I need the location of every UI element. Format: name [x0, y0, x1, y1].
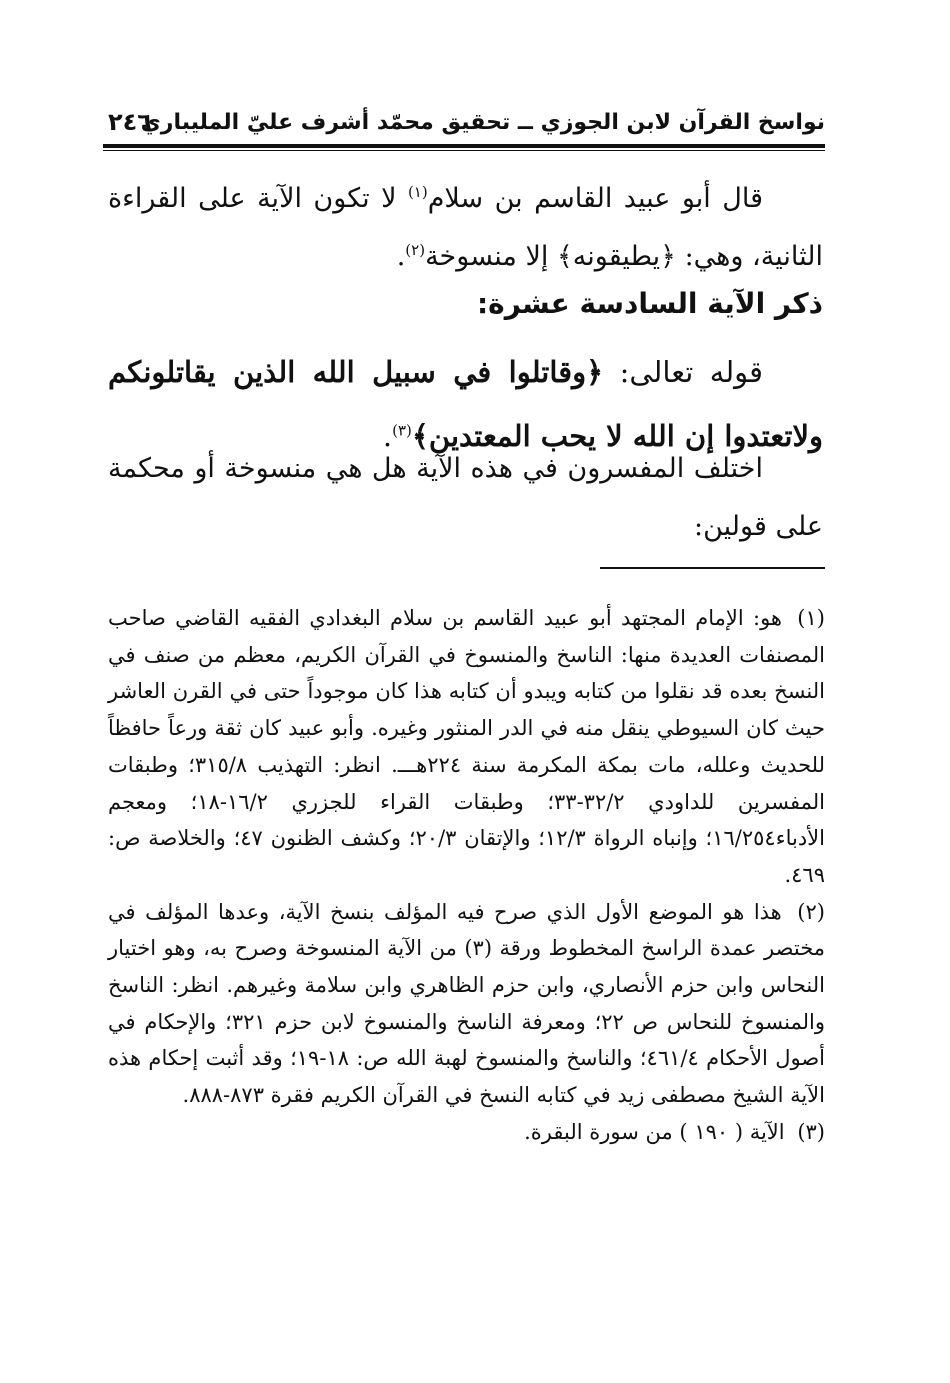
header-title: نواسخ القرآن لابن الجوزي ــ تحقيق محمّد أشرف عليّ المليباري: [140, 110, 825, 135]
footnote-ref-3[interactable]: (٣): [392, 421, 412, 440]
footnote-ref-1[interactable]: (١): [407, 183, 428, 201]
footnote-text: هذا هو الموضع الأول الذي صرح فيه المؤلف بنسخ الآية، وعدها المؤلف في مختصر عمدة الراسخ المخطوط ورقة (٣) من الآية المنسوخة وصرح به، وهو اختيار النحاس وابن حزم الأنصاري، وابن حزم الظاهري وابن سلامة وغيرهم. انظر: الناسخ والمنسوخ للنحاس ص ٢٢؛ ومعرفة الناسخ والمنسوخ لابن حزم ٣٢١؛ والإحكام في أصول الأحكام ٤٦١/٤؛ والناسخ والمنسوخ لهبة الله ص: ١٨-١٩؛ وقد أثبت إحكام هذه الآية الشيخ مصطفى زيد في كتابه النسخ في القرآن الكريم فقرة ٨٧٣-٨٨٨.: [108, 899, 825, 1108]
page-number: ٢٤٦: [108, 108, 152, 136]
paragraph-disagreement: اختلف المفسرون في هذه الآية هل هي منسوخة أو محكمة على قولين:: [108, 453, 823, 542]
footnote-3: [108, 1114, 825, 1151]
header-rule-thin: [103, 150, 825, 151]
footnote-text: الآية ( ١٩٠ ) من سورة البقرة.: [524, 1119, 785, 1144]
paragraph-abu-ubaid: [108, 170, 823, 286]
footnote-number: (٣): [797, 1119, 825, 1144]
footnotes: [108, 600, 825, 1151]
paragraph-end: .: [396, 241, 406, 272]
footnote-text: هو: الإمام المجتهد أبو عبيد القاسم بن سلام البغدادي الفقيه القاضي صاحب المصنفات العديدة منها: الناسخ والمنسوخ في القرآن الكريم، معظم من صنف في النسخ بعده قد نقلوا من كتابه ويبدو أن كتابه هذا كان موجوداً حتى في القرن العاشر حيث كان السيوطي ينقل منه في الدر المنثور وغيره. وأبو عبيد كان ثقة ورعاً حافظاً للحديث وعلله، مات بمكة المكرمة سنة ٢٢٤هـــ. انظر: التهذيب ٣١٥/٨؛ وطبقات المفسرين للداودي ٣٢/٢-٣٣؛ وطبقات القراء للجزري ١٦/٢-١٨؛ ومعجم الأدباء١٦/٢٥٤؛ وإنباه الرواة ١٢/٣؛ والإتقان ٢٠/٣؛ وكشف الظنون ٤٧؛ والخلاصة ص: ٤٦٩.: [108, 606, 825, 887]
verse-lead: قوله تعالى:: [603, 355, 764, 389]
paragraph-text: قال أبو عبيد القاسم بن سلام: [427, 183, 763, 214]
paragraph-end: .: [382, 419, 393, 453]
running-header: [108, 104, 825, 140]
footnote-1: [108, 600, 825, 894]
paragraph-text: لا تكون الآية على القراءة الثانية، وهي: ﴿يطيقونه﴾ إلا منسوخة: [108, 183, 823, 272]
footnote-number: (٢): [797, 899, 825, 924]
section-heading: ذكر الآية السادسة عشرة:: [476, 287, 823, 320]
footnote-ref-2[interactable]: (٢): [405, 241, 426, 259]
footnote-2: [108, 894, 825, 1114]
quran-verse: ﴿وقاتلوا في سبيل الله الذين يقاتلونكم ولاتعتدوا إن الله لا يحب المعتدين﴾: [108, 355, 823, 453]
footnote-number: (١): [797, 606, 825, 630]
footnote-separator: [600, 567, 825, 569]
header-rule-thick: [103, 144, 825, 148]
